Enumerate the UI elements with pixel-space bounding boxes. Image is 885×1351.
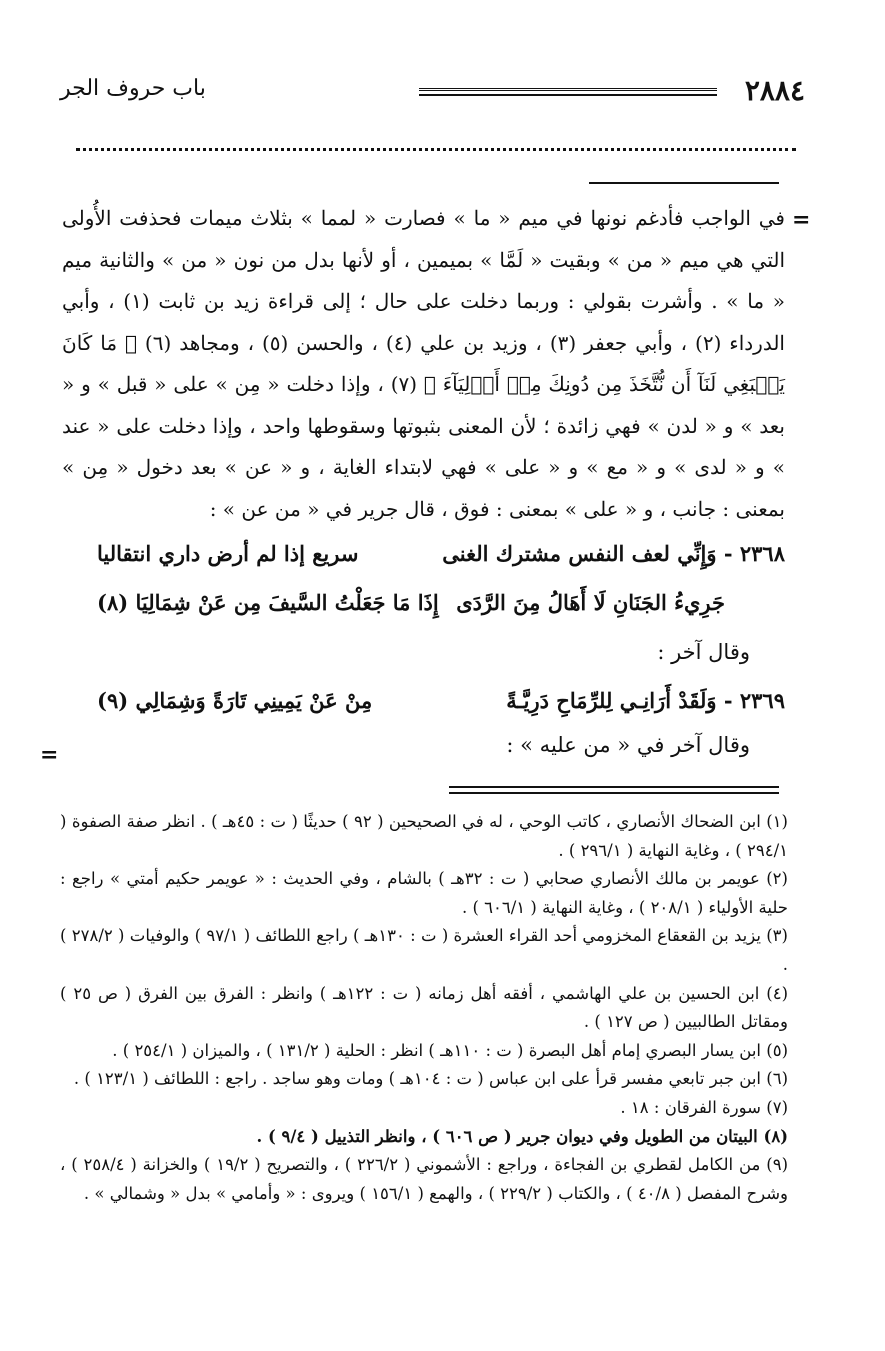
verse-number: ٢٣٦٩ - bbox=[723, 688, 785, 713]
footnote-3: (٣) يزيد بن القعقاع المخزومي أحد القراء العشرة ( ت : ١٣٠هـ ) راجع اللطائف ( ٩٧/١ ) والوفيات ( ٢٧٨/٢ ) . bbox=[60, 926, 788, 974]
footnote-5: (٥) ابن يسار البصري إمام أهل البصرة ( ت : ١١٠هـ ) انظر : الحلية ( ١٣١/٢ ) ، والميزان ( ٢٥٤/١ ) . bbox=[112, 1040, 788, 1060]
footnote-4: (٤) ابن الحسين بن علي الهاشمي ، أفقه أهل زمانه ( ت : ١٢٢هـ ) وانظر : الفرق بين الفرق ( ص ٢٥ ) ومقاتل الطالبيين ( ص ١٢٧ ) . bbox=[60, 983, 789, 1032]
footnote-7: (٧) سورة الفرقان : ١٨ . bbox=[620, 1097, 788, 1117]
main-text-block bbox=[62, 198, 785, 530]
main-paragraph: في الواجب فأدغم نونها في ميم « ما » فصارت « لمما » بثلاث ميمات فحذفت الأُولى التي هي ميم « من » وبقيت « لَمَّا » بميمين ، أو لأنها بدل من نون « من » والثانية ميم « ما » . وأشرت بقولي : وربما دخلت على حال ؛ إلى قراءة زيد بن ثابت (١) ، وأبي الدرداء (٢) ، وأبي جعفر (٣) ، وزيد بن علي (٤) ، والحسن (٥) ، ومجاهد (٦) ﴿ مَا كَانَ يَنۢبَغِي لَنَآ أَن نُّتَّخَذَ مِن دُونِكَ مِنۡ أَوۡلِيَآءَ ﴾ (٧) ، وإذا دخلت « مِن » على « قبل » و « بعد » و « لدن » فهي زائدة ؛ لأن المعنى بثبوتها وسقوطها واحد ، وإذا دخلت على « عند » و « لدى » و « مع » و « على » فهي لابتداء الغاية ، و « عن » بعد دخول « مِن » بمعنى : جانب ، و « على » بمعنى : فوق ، قال جرير في « من عن » : bbox=[62, 206, 785, 521]
hemistich: سريع إذا لم أرض داري انتقاليا bbox=[97, 541, 359, 566]
continuation-mark-top: = bbox=[792, 207, 811, 233]
dotted-separator bbox=[76, 148, 796, 151]
verse-2369-second bbox=[97, 688, 372, 713]
footnote-6: (٦) ابن جبر تابعي مفسر قرأ على ابن عباس ( ت : ١٠٤هـ ) ومات وهو ساجد . راجع : اللطائف ( ١٢٣/١ ) . bbox=[73, 1069, 788, 1089]
intro-another-1: وقال آخر : bbox=[657, 640, 750, 664]
footnote-2: (٢) عويمر بن مالك الأنصاري صحابي ( ت : ٣٢هـ ) بالشام ، وفي الحديث : « عويمر حكيم أمتي » راجع : حلية الأولياء ( ٢٠٨/١ ) ، وغاية النهاية ( ٦٠٦/١ ) . bbox=[60, 869, 788, 917]
hemistich: إِذَا مَا جَعَلْتُ السَّيفَ مِن عَنْ شِمَالِيَا (٨) bbox=[97, 590, 439, 615]
verse-2368-line2-second bbox=[97, 590, 439, 615]
header-rule-2 bbox=[419, 94, 717, 96]
verse-number: ٢٣٦٨ - bbox=[723, 541, 785, 566]
footnotes bbox=[60, 808, 788, 1208]
section-title: باب حروف الجر bbox=[60, 76, 206, 101]
page-number: ٢٨٨٤ bbox=[744, 74, 805, 107]
footnote-rule-2 bbox=[449, 792, 779, 794]
footnote-8: (٨) البيتان من الطويل وفي ديوان جرير ( ص ٦٠٦ ) ، وانظر التذييل ( ٩/٤ ) . bbox=[256, 1126, 788, 1146]
header-rule bbox=[419, 88, 717, 91]
intro-another-2: وقال آخر في « من عليه » : bbox=[506, 733, 750, 757]
short-separator bbox=[589, 182, 779, 184]
hemistich: وَلَقَدْ أَرَانِـي لِلرِّمَاحِ دَرِيَّـةً bbox=[506, 688, 717, 713]
verse-2368-second bbox=[97, 541, 358, 566]
hemistich: مِنْ عَنْ يَمِينِي تَارَةً وَشِمَالِي (٩) bbox=[97, 688, 373, 713]
continuation-mark-bottom: = bbox=[40, 742, 59, 768]
verse-2368-first bbox=[442, 541, 785, 566]
hemistich: وَإِنِّي لعف النفس مشترك الغنى bbox=[442, 541, 717, 566]
hemistich: جَرِيءُ الجَنَانِ لَا أَهَالُ مِنَ الرَّدَى bbox=[456, 590, 725, 615]
page-header bbox=[60, 74, 805, 114]
verse-2368-line2-first bbox=[456, 590, 725, 615]
verse-2369-first bbox=[506, 688, 785, 713]
footnote-1: (١) ابن الضحاك الأنصاري ، كاتب الوحي ، له في الصحيحين ( ٩٢ ) حديثًا ( ت : ٤٥هـ ) . انظر صفة الصفوة ( ٢٩٤/١ ) ، وغاية النهاية ( ٢٩٦/١ ) . bbox=[60, 812, 788, 860]
footnote-rule bbox=[449, 786, 779, 788]
footnote-9: (٩) من الكامل لقطري بن الفجاءة ، وراجع : الأشموني ( ٢٢٦/٢ ) ، والتصريح ( ١٩/٢ ) والخزانة ( ٢٥٨/٤ ) ، وشرح المفصل ( ٤٠/٨ ) ، والكتاب ( ٢٢٩/٢ ) ، والهمع ( ١٥٦/١ ) ويروى : « وأمامي » بدل « وشمالي » . bbox=[60, 1155, 788, 1203]
